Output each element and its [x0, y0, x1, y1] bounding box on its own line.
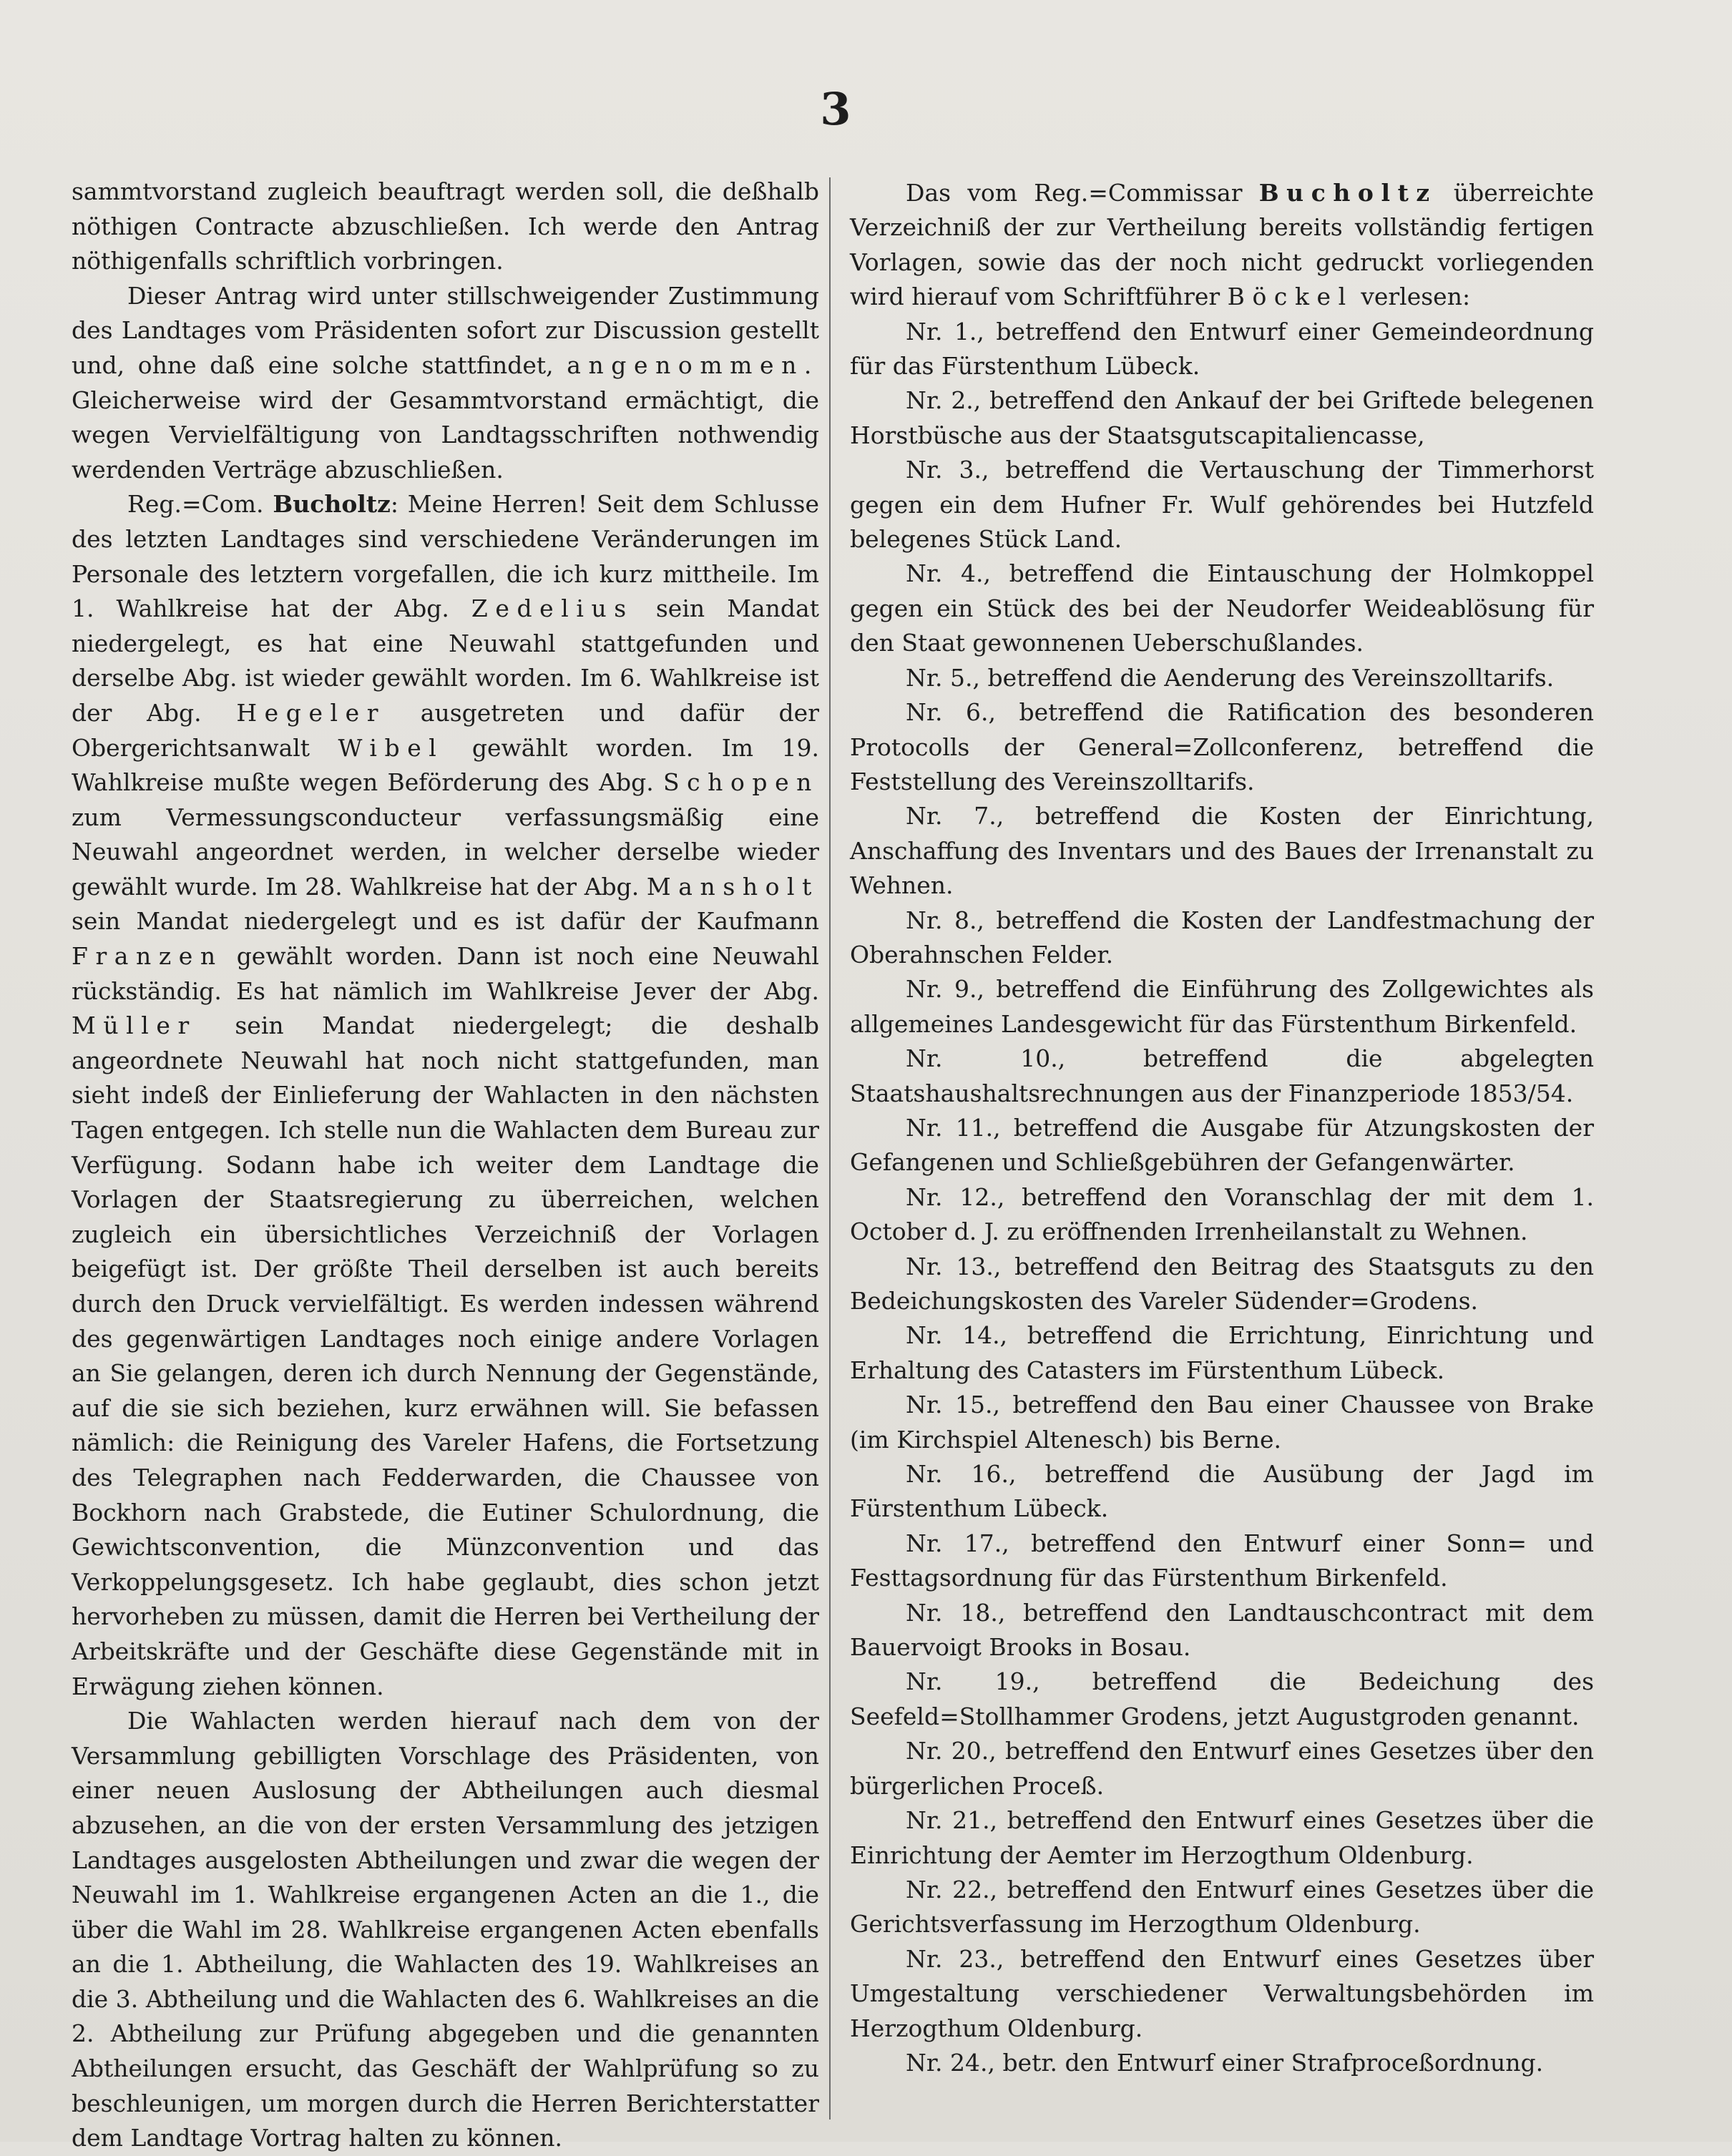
- list-item: Nr. 3., betreffend die Vertauschung der Timmerhorst gegen ein dem Hufner Fr. Wulf gehörendes bei Hutzfeld belegenes Stück Land.: [850, 456, 1594, 554]
- list-item: Nr. 1., betreffend den Entwurf einer Gemeindeordnung für das Fürstenthum Lübeck.: [850, 317, 1594, 381]
- paragraph-text: gewählt worden. Dann ist noch eine Neuwahl rückständig. Es hat nämlich im Wahlkreise Jever der Abg.: [72, 942, 819, 1005]
- paragraph-election-files: Die Wahlacten werden hierauf nach dem von der Versammlung gebilligten Vorschlage des Präsidenten, von einer neuen Auslosung der Abtheilungen auch diesmal abzusehen, an die von der ersten Versammlung des jetzigen Landtages ausgelosten Abtheilungen und zwar die wegen der Neuwahl im 1. Wahlkreise ergangenen Acten an die 1., die über die Wahl im 28. Wahlkreise ergangenen Acten ebenfalls an die 1. Abtheilung, die Wahlacten des 19. Wahlkreises an die 3. Abtheilung und die Wahlacten des 6. Wahlkreises an die 2. Abtheilung zur Prüfung abgegeben und die genannten Abtheilungen ersucht, das Geschäft der Wahlprüfung so zu beschleunigen, um morgen durch die Herren Berichterstatter dem Landtage Vortrag halten zu können.: [72, 1707, 819, 2152]
- paragraph-text: gewählt worden. Im 19. Wahlkreise mußte wegen Beförderung des Abg.: [72, 733, 819, 797]
- person-name: Zedelius: [471, 594, 634, 623]
- person-name: Wibel: [338, 733, 444, 762]
- paragraph-continuation: sammtvorstand zugleich beauftragt werden soll, die deßhalb nöthigen Contracte abzuschließen. Ich werde den Antrag nöthigenfalls schriftlich vorbringen.: [72, 177, 819, 275]
- person-name: Hegeler: [236, 698, 386, 727]
- list-item: Nr. 12., betreffend den Voranschlag der mit dem 1. October d. J. zu eröffnenden Irrenheilanstalt zu Wehnen.: [850, 1182, 1594, 1246]
- list-item: Nr. 6., betreffend die Ratification des besonderen Protocolls der General=Zollconferenz, betreffend die Feststellung des Vereinszolltarifs.: [850, 698, 1594, 795]
- list-item: Nr. 17., betreffend den Entwurf einer Sonn= und Festtagsordnung für das Fürstenthum Birkenfeld.: [850, 1529, 1594, 1592]
- person-name: Müller: [72, 1011, 197, 1040]
- person-name: Bucholtz: [1258, 179, 1437, 207]
- list-item: Nr. 8., betreffend die Kosten der Landfestmachung der Oberahnschen Felder.: [850, 906, 1594, 969]
- right-column: [850, 176, 1594, 2080]
- paragraph-text: sein Mandat niedergelegt; die deshalb angeordnete Neuwahl hat noch nicht stattgefunden, man sieht indeß der Einlieferung der Wahlacten in den nächsten Tagen entgegen. Ich stelle nun die Wahlacten dem Bureau zur Verfügung. Sodann habe ich weiter dem Landtage die Vorlagen der Staatsregierung zu überreichen, welchen zugleich ein übersichtliches Verzeichniß der Vorlagen beigefügt ist. Der größte Theil derselben ist auch bereits durch den Druck vervielfältigt. Es werden indessen während des gegenwärtigen Landtages noch einige andere Vorlagen an Sie gelangen, deren ich durch Nennung der Gegenstände, auf die sie sich beziehen, kurz erwähnen will. Sie befassen nämlich: die Reinigung des Vareler Hafens, die Fortsetzung des Telegraphen nach Fedderwarden, die Chaussee von Bockhorn nach Grabstede, die Eutiner Schulordnung, die Gewichtsconvention, die Münzconvention und das Verkoppelungsgesetz. Ich habe geglaubt, dies schon jetzt hervorheben zu müssen, damit die Herren bei Vertheilung der Arbeitskräfte und der Geschäfte diese Gegenstände mit in Erwägung ziehen können.: [72, 1011, 819, 1700]
- paragraph-text: ausgetreten und dafür der Obergerichtsanwalt: [72, 698, 819, 762]
- paragraph-text: Das vom Reg.=Commissar: [906, 179, 1243, 207]
- list-item: Nr. 15., betreffend den Bau einer Chaussee von Brake (im Kirchspiel Altenesch) bis Berne.: [850, 1391, 1594, 1454]
- paragraph-text: Gleicherweise wird der Gesammtvorstand ermächtigt, die wegen Vervielfältigung von Landtagsschriften nothwendig werdenden Verträge abzuschließen.: [72, 386, 819, 484]
- page-number: 3: [820, 83, 851, 135]
- list-item: Nr. 20., betreffend den Entwurf eines Gesetzes über den bürgerlichen Proceß.: [850, 1737, 1594, 1800]
- paragraph-text: sein Mandat niedergelegt und es ist dafür der Kaufmann: [72, 907, 819, 936]
- list-item: Nr. 19., betreffend die Bedeichung des Seefeld=Stollhammer Grodens, jetzt Augustgroden genannt.: [850, 1667, 1594, 1730]
- list-item: Nr. 7., betreffend die Kosten der Einrichtung, Anschaffung des Inventars und des Baues der Irrenanstalt zu Wehnen.: [850, 802, 1594, 900]
- paragraph-speech-bucholtz: [72, 487, 819, 1704]
- speaker-name: Bucholtz: [273, 490, 391, 519]
- paragraph-text: zum Vermessungsconducteur verfassungsmäßig eine Neuwahl angeordnet werden, in welcher derselbe wieder gewählt wurde. Im 28. Wahlkreise hat der Abg.: [72, 803, 819, 901]
- left-column: [72, 175, 819, 2156]
- paragraph-text: sein Mandat niedergelegt, es hat eine Neuwahl stattgefunden und derselbe Abg. ist wieder gewählt worden. Im 6. Wahlkreise ist der Abg.: [72, 594, 819, 727]
- list-item: Nr. 2., betreffend den Ankauf der bei Griftede belegenen Horstbüsche aus der Staatsgutscapitaliencasse,: [850, 386, 1594, 449]
- person-name: Mansholt: [646, 872, 819, 901]
- list-item: Nr. 13., betreffend den Beitrag des Staatsguts zu den Bedeichungskosten des Vareler Südender=Grodens.: [850, 1252, 1594, 1315]
- list-item: Nr. 16., betreffend die Ausübung der Jagd im Fürstenthum Lübeck.: [850, 1460, 1594, 1523]
- list-item: Nr. 5., betreffend die Aenderung des Vereinszolltarifs.: [906, 663, 1555, 692]
- list-item: Nr. 18., betreffend den Landtauschcontract mit dem Bauervoigt Brooks in Bosau.: [850, 1598, 1594, 1662]
- list-item: Nr. 24., betr. den Entwurf einer Strafproceßordnung.: [906, 2048, 1544, 2077]
- list-item: Nr. 10., betreffend die abgelegten Staatshaushaltsrechnungen aus der Finanzperiode 1853/54.: [850, 1044, 1594, 1107]
- paragraph-text: überreichte Verzeichniß der zur Vertheilung bereits vollständig fertigen Vorlagen, sowie das der noch nicht gedruckt vorliegenden wird hierauf vom Schriftführer: [850, 179, 1594, 311]
- paragraph-text: : Meine Herren! Seit dem Schlusse des letzten Landtages sind verschiedene Veränderungen im Personale des letztern vorgefallen, die ich kurz mittheile. Im 1. Wahlkreise hat der Abg.: [72, 490, 819, 623]
- paragraph-intro-list: [850, 176, 1594, 315]
- emphasis-adopted: angenommen.: [567, 351, 819, 379]
- list-item: Nr. 23., betreffend den Entwurf eines Gesetzes über Umgestaltung verschiedener Verwaltungsbehörden im Herzogthum Oldenburg.: [850, 1944, 1594, 2042]
- list-item: Nr. 14., betreffend die Errichtung, Einrichtung und Erhaltung des Catasters im Fürstenthum Lübeck.: [850, 1321, 1594, 1384]
- person-name: Schopen: [662, 768, 819, 797]
- column-divider: [829, 177, 831, 2120]
- paragraph-text: verlesen:: [1361, 283, 1471, 311]
- list-item: Nr. 9., betreffend die Einführung des Zollgewichtes als allgemeines Landesgewicht für das Fürstenthum Birkenfeld.: [850, 975, 1594, 1038]
- speaker-prefix: Reg.=Com.: [127, 490, 264, 519]
- list-item: Nr. 21., betreffend den Entwurf eines Gesetzes über die Einrichtung der Aemter im Herzogthum Oldenburg.: [850, 1806, 1594, 1869]
- paragraph-motion-adopted: [72, 279, 819, 488]
- person-name: Franzen: [72, 942, 223, 971]
- list-item: Nr. 22., betreffend den Entwurf eines Gesetzes über die Gerichtsverfassung im Herzogthum Oldenburg.: [850, 1875, 1594, 1939]
- list-item: Nr. 11., betreffend die Ausgabe für Atzungskosten der Gefangenen und Schließgebühren der Gefangenwärter.: [850, 1113, 1594, 1177]
- list-item: Nr. 4., betreffend die Eintauschung der Holmkoppel gegen ein Stück des bei der Neudorfer Weideablösung für den Staat gewonnenen Ueberschußlandes.: [850, 559, 1594, 657]
- person-name: Böckel: [1227, 283, 1354, 311]
- paragraph-text: Dieser Antrag wird unter stillschweigender Zustimmung des Landtages vom Präsidenten sofort zur Discussion gestellt und, ohne daß eine solche stattfindet,: [72, 281, 819, 379]
